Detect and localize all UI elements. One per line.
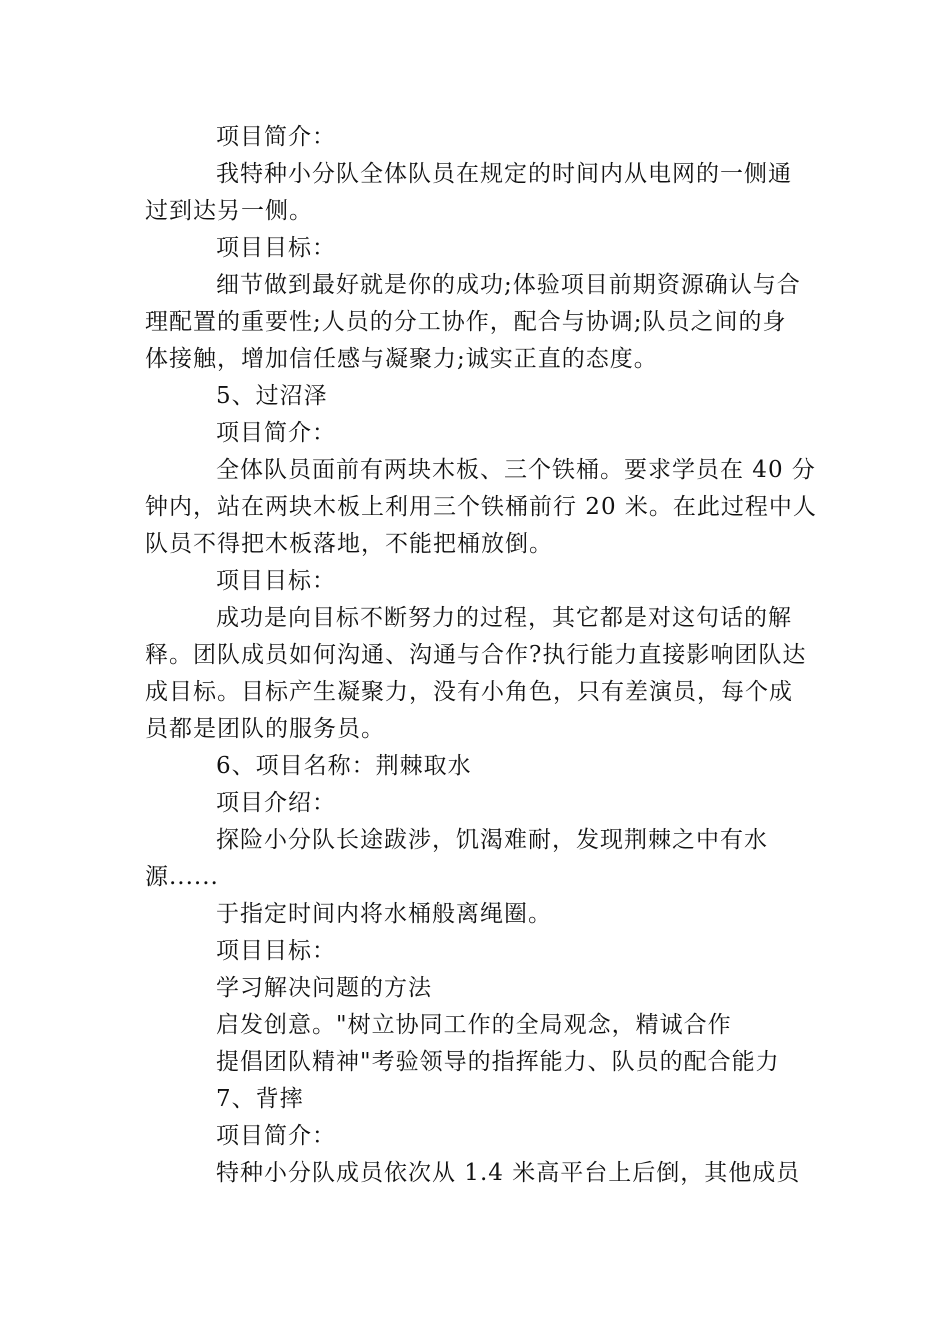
paragraph-line: 过到达另一侧。 bbox=[145, 198, 313, 224]
paragraph-line: 启发创意。"树立协同工作的全局观念，精诚合作 bbox=[216, 1012, 732, 1038]
paragraph-line: 于指定时间内将水桶般离绳圈。 bbox=[216, 901, 552, 927]
paragraph-line: 钟内，站在两块木板上利用三个铁桶前行 20 米。在此过程中人 bbox=[145, 494, 817, 520]
paragraph-line: 提倡团队精神"考验领导的指挥能力、队员的配合能力 bbox=[216, 1049, 780, 1075]
paragraph-line: 项目简介： bbox=[216, 124, 336, 150]
paragraph-line: 体接触，增加信任感与凝聚力;诚实正直的态度。 bbox=[145, 346, 658, 372]
paragraph-line: 细节做到最好就是你的成功;体验项目前期资源确认与合 bbox=[216, 272, 801, 298]
paragraph-line: 项目目标： bbox=[216, 568, 336, 594]
section-heading: 6、项目名称：荆棘取水 bbox=[216, 753, 472, 779]
paragraph-line: 员都是团队的服务员。 bbox=[145, 716, 385, 742]
paragraph-line: 成功是向目标不断努力的过程，其它都是对这句话的解 bbox=[216, 605, 792, 631]
paragraph-line: 释。团队成员如何沟通、沟通与合作?执行能力直接影响团队达 bbox=[145, 642, 807, 668]
paragraph-line: 源...... bbox=[145, 864, 219, 890]
paragraph-line: 成目标。目标产生凝聚力，没有小角色，只有差演员，每个成 bbox=[145, 679, 793, 705]
section-heading: 5、过沼泽 bbox=[216, 383, 328, 409]
paragraph-line: 项目简介： bbox=[216, 420, 336, 446]
paragraph-line: 我特种小分队全体队员在规定的时间内从电网的一侧通 bbox=[216, 161, 792, 187]
paragraph-line: 学习解决问题的方法 bbox=[216, 975, 432, 1001]
paragraph-line: 探险小分队长途跋涉，饥渴难耐，发现荆棘之中有水 bbox=[216, 827, 768, 853]
section-heading: 7、背摔 bbox=[216, 1086, 304, 1112]
paragraph-line: 理配置的重要性;人员的分工协作，配合与协调;队员之间的身 bbox=[145, 309, 787, 335]
paragraph-line: 全体队员面前有两块木板、三个铁桶。要求学员在 40 分 bbox=[216, 457, 816, 483]
paragraph-line: 项目简介： bbox=[216, 1123, 336, 1149]
paragraph-line: 特种小分队成员依次从 1.4 米高平台上后倒，其他成员 bbox=[216, 1160, 801, 1186]
paragraph-line: 项目目标： bbox=[216, 235, 336, 261]
paragraph-line: 项目目标： bbox=[216, 938, 336, 964]
paragraph-line: 队员不得把木板落地，不能把桶放倒。 bbox=[145, 531, 553, 557]
paragraph-line: 项目介绍： bbox=[216, 790, 336, 816]
